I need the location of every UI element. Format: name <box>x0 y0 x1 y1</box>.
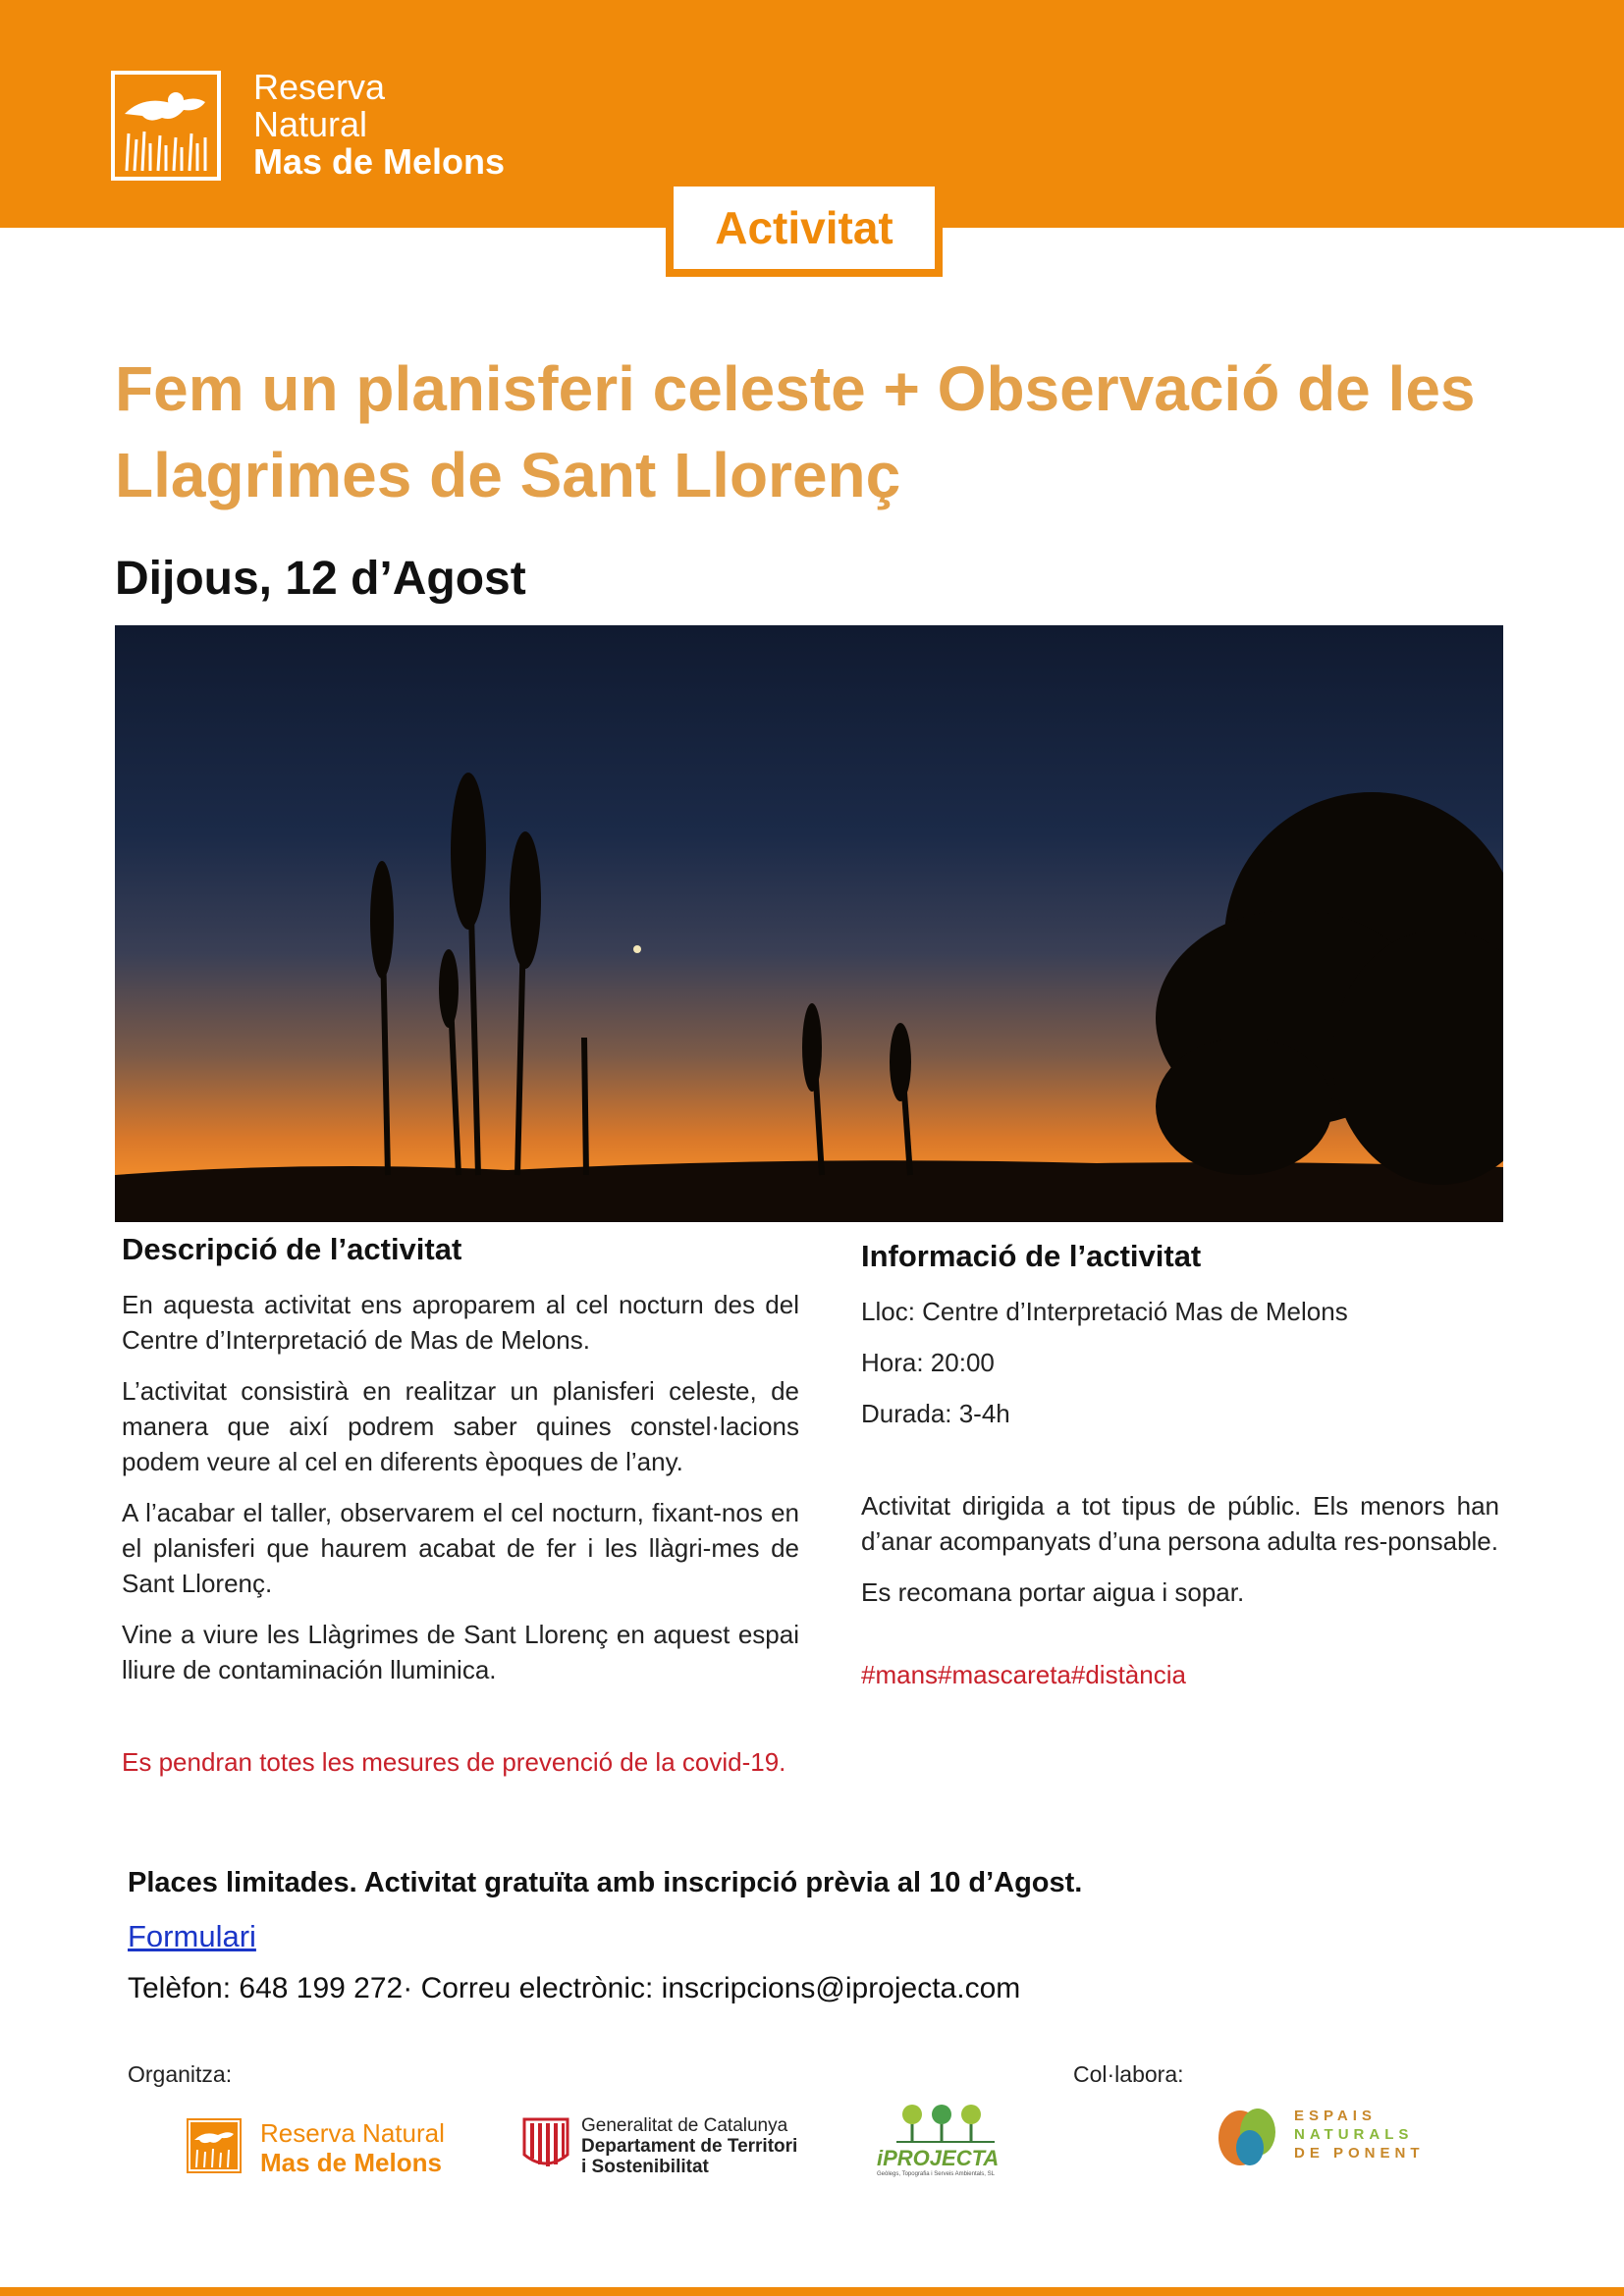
description-paragraph: L’activitat consistirà en realitzar un planisferi celeste, de manera que així podrem saber quines constel·lacions podem veure al cel en diferents èpoques de l’any. <box>122 1376 799 1476</box>
espais-naturals-logo-icon <box>1211 2099 1289 2177</box>
description-column <box>122 1232 799 1795</box>
registration-block <box>128 1867 1502 2005</box>
info-recommend: Es recomana portar aigua i sopar. <box>861 1577 1245 1607</box>
reserva-small-line2: Mas de Melons <box>260 2148 442 2177</box>
generalitat-line1: Generalitat de Catalunya <box>581 2115 788 2136</box>
reserva-logo-text <box>253 69 505 181</box>
description-paragraph: Vine a viure les Llàgrimes de Sant Llorenç en aquest espai lliure de contaminación lluminica. <box>122 1620 799 1684</box>
covid-notice: Es pendran totes les mesures de prevenció de la covid-19. <box>122 1747 786 1777</box>
generalitat-line3: i Sostenibilitat <box>581 2157 709 2177</box>
info-column <box>861 1239 1499 1708</box>
iprojecta-logo-subtitle: Geòlegs, Topografia i Serveis Ambientals, SL <box>877 2171 995 2177</box>
page-title: Fem un planisferi celeste + Observació de les Llagrimes de Sant Llorenç <box>115 353 1476 510</box>
form-link[interactable]: Formulari <box>128 1919 256 1953</box>
espais-line1: ESPAIS <box>1294 2108 1377 2124</box>
activity-tab <box>666 179 943 277</box>
contact-info: Telèfon: 648 199 272· Correu electrònic: inscripcions@iprojecta.com <box>128 1972 1021 2004</box>
activity-tab-label: Activitat <box>674 187 935 269</box>
event-date: Dijous, 12 d’Agost <box>115 553 526 605</box>
info-place: Lloc: Centre d’Interpretació Mas de Melons <box>861 1297 1348 1326</box>
info-duration: Durada: 3-4h <box>861 1399 1010 1428</box>
espais-naturals-logo-text <box>1294 2107 1425 2163</box>
reserva-small-logo-icon <box>187 2118 242 2173</box>
reserva-small-line1: Reserva Natural <box>260 2118 445 2148</box>
logo-line-2: Natural <box>253 104 368 144</box>
espais-line2: NATURALS <box>1294 2126 1414 2143</box>
description-paragraph: En aquesta activitat ens aproparem al cel nocturn des del Centre d’Interpretació de Mas de Melons. <box>122 1290 799 1355</box>
hashtags: #mans#mascareta#distància <box>861 1660 1186 1689</box>
info-heading: Informació de l’activitat <box>861 1239 1202 1273</box>
generalitat-logo-text <box>581 2115 797 2177</box>
description-paragraph: A l’acabar el taller, observarem el cel nocturn, fixant-nos en el planisferi que haurem acabat de fer i les llàgri-mes de Sant Llorenç. <box>122 1498 799 1598</box>
generalitat-line2: Departament de Territori <box>581 2136 798 2157</box>
espais-line3: DE PONENT <box>1294 2145 1425 2162</box>
footer-band <box>0 2287 1624 2296</box>
description-heading: Descripció de l’activitat <box>122 1232 462 1266</box>
info-audience: Activitat dirigida a tot tipus de públic. Els menors han d’anar acompanyats d’una persona adulta res-ponsable. <box>861 1491 1499 1556</box>
collabora-label: Col·labora: <box>1073 2061 1184 2087</box>
organitza-label: Organitza: <box>128 2061 233 2087</box>
iprojecta-logo-text: iPROJECTA <box>877 2146 1000 2170</box>
logo-line-3: Mas de Melons <box>253 141 506 182</box>
logo-line-1: Reserva <box>253 67 386 107</box>
sunset-photo <box>115 625 1503 1222</box>
generalitat-shield-icon <box>520 2115 571 2174</box>
reserva-small-logo-text <box>260 2118 445 2177</box>
reserva-logo-icon <box>111 71 221 181</box>
places-notice: Places limitades. Activitat gratuïta amb inscripció prèvia al 10 d’Agost. <box>128 1867 1083 1898</box>
info-time: Hora: 20:00 <box>861 1348 995 1377</box>
